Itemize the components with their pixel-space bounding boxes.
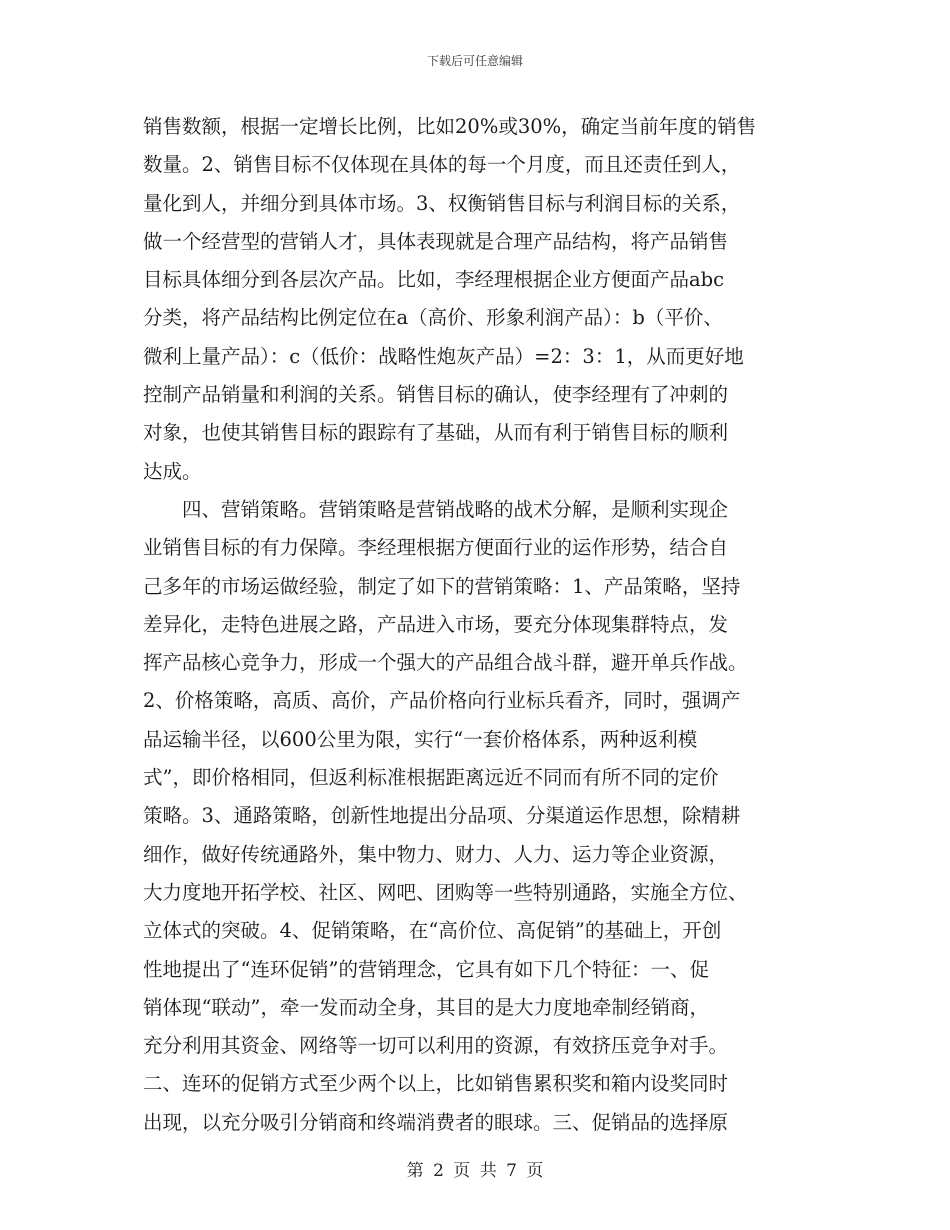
text-line: 细作，做好传统通路外，集中物力、财力、人力、运力等企业资源， xyxy=(143,842,729,866)
text-line: 性地提出了“连环促销”的营销理念，它具有如下几个特征：一、促 xyxy=(143,957,709,981)
text-line: 挥产品核心竞争力，形成一个强大的产品组合战斗群，避开单兵作战。 xyxy=(143,651,748,675)
text-line: 品运输半径，以600公里为限，实行“一套价格体系，两种返利模 xyxy=(143,727,698,751)
text-line: 目标具体细分到各层次产品。比如，李经理根据企业方便面产品abc xyxy=(143,268,725,292)
text-line: 二、连环的促销方式至少两个以上，比如销售累积奖和箱内设奖同时 xyxy=(143,1072,729,1096)
text-line: 立体式的突破。4、促销策略，在“高价位、高促销”的基础上，开创 xyxy=(143,919,722,943)
text-line: 销售数额，根据一定增长比例，比如20%或30%，确定当前年度的销售 xyxy=(143,115,757,138)
text-line: 差异化，走特色进展之路，产品进入市场，要充分体现集群特点，发 xyxy=(143,612,729,636)
paragraph-start-line: 四、营销策略。营销策略是营销战略的战术分解，是顺利实现企 xyxy=(182,497,729,521)
text-line: 达成。 xyxy=(143,459,202,483)
text-line: 己多年的市场运做经验，制定了如下的营销策略：1、产品策略，坚持 xyxy=(143,574,741,598)
page-header: 下载后可任意编辑 xyxy=(426,54,523,68)
text-line: 分类，将产品结构比例定位在a（高价、形象利润产品）：b（平价、 xyxy=(143,306,723,330)
text-line: 控制产品销量和利润的关系。销售目标的确认，使李经理有了冲刺的 xyxy=(143,383,729,407)
text-line: 式”，即价格相同，但返利标准根据距离远近不同而有所不同的定价 xyxy=(143,766,719,790)
page-footer: 第 2 页 共 7 页 xyxy=(406,1161,544,1181)
text-line: 业销售目标的有力保障。李经理根据方便面行业的运作形势，结合自 xyxy=(143,536,729,560)
text-line: 大力度地开拓学校、社区、网吧、团购等一些特别通路，实施全方位、 xyxy=(143,880,748,904)
text-line: 微利上量产品）：c（低价：战略性炮灰产品）=2：3：1，从而更好地 xyxy=(143,344,744,368)
text-line: 充分利用其资金、网络等一切可以利用的资源，有效挤压竞争对手。 xyxy=(143,1034,729,1058)
text-line: 销体现“联动”，牵一发而动全身，其目的是大力度地牵制经销商， xyxy=(143,995,709,1019)
text-line: 策略。3、通路策略，创新性地提出分品项、分渠道运作思想，除精耕 xyxy=(143,804,741,828)
text-line: 数量。2、销售目标不仅体现在具体的每一个月度，而且还责任到人， xyxy=(143,153,741,177)
text-line: 做一个经营型的营销人才，具体表现就是合理产品结构，将产品销售 xyxy=(143,229,729,253)
document-body xyxy=(143,108,811,1142)
text-line: 出现，以充分吸引分销商和终端消费者的眼球。三、促销品的选择原 xyxy=(143,1110,729,1134)
text-line: 量化到人，并细分到具体市场。3、权衡销售目标与利润目标的关系， xyxy=(143,191,741,215)
text-line: 2、价格策略，高质、高价，产品价格向行业标兵看齐，同时，强调产 xyxy=(143,689,741,713)
text-line: 对象，也使其销售目标的跟踪有了基础，从而有利于销售目标的顺利 xyxy=(143,421,729,445)
